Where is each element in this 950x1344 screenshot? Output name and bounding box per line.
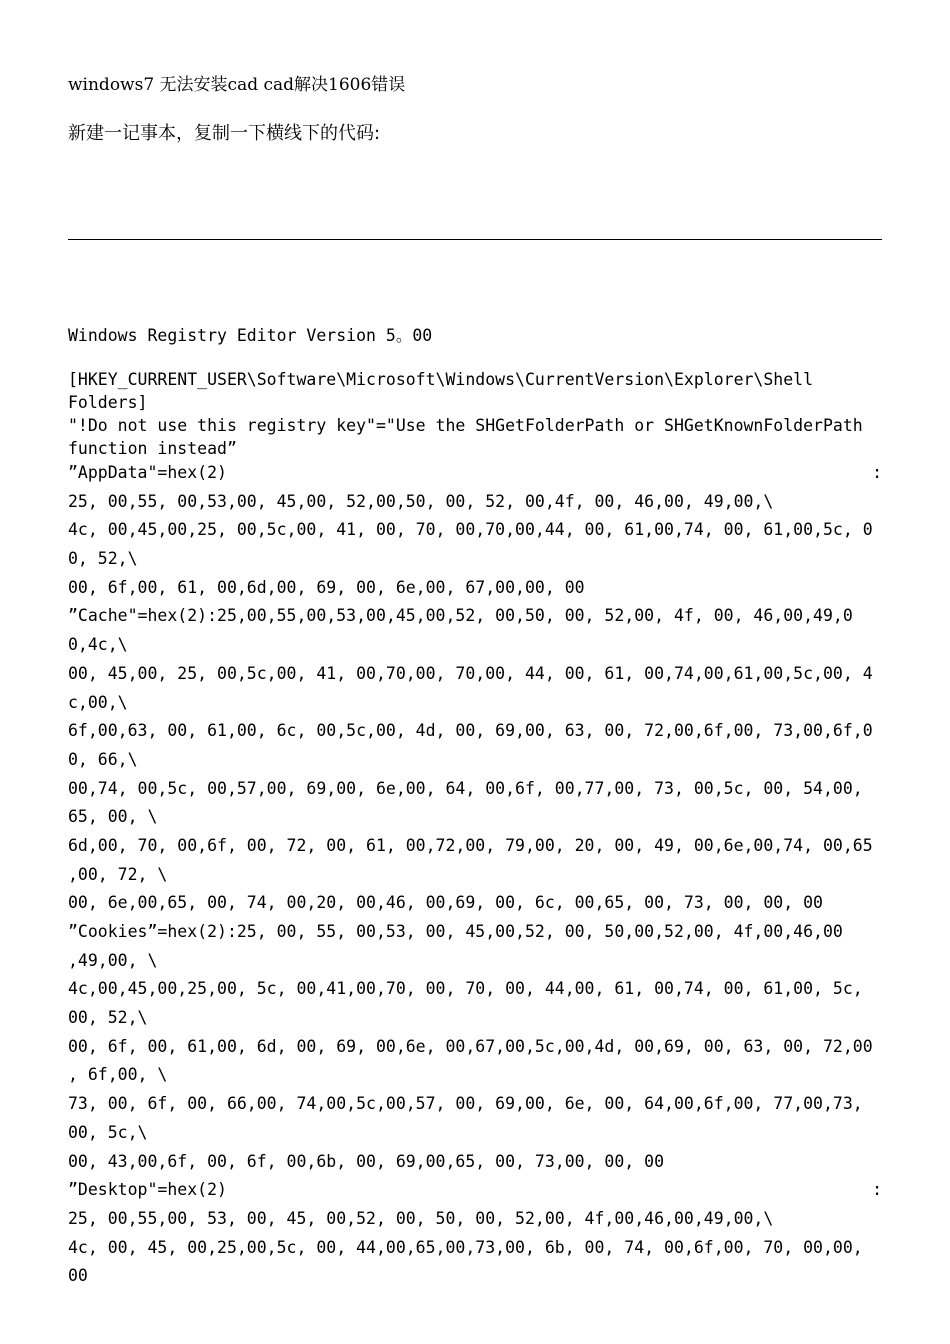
hex-line: 0, 52,\ [68,549,138,569]
hex-line: 0, 66,\ [68,749,138,769]
hex-line: 4c, 00, 45, 00,25,00,5c, 00, 44,00,65,00,73,00, 6b, 00, 74, 00,6f,00, 70, 00,00, [68,1237,863,1257]
horizontal-divider [68,239,882,240]
hex-line: 25, 00,55, 00,53,00, 45,00, 52,00,50, 00, 52, 00,4f, 00, 46,00, 49,00,\ [68,491,774,511]
registry-key-line: [HKEY_CURRENT_USER\Software\Microsoft\Windows\CurrentVersion\Explorer\Shell [68,370,814,389]
document-title: windows7 无法安装cad cad解决1606错误 [68,75,406,95]
hex-line: , 6f,00, \ [68,1065,168,1085]
hex-line: c,00,\ [68,692,128,712]
hex-line: 73, 00, 6f, 00, 66,00, 74,00,5c,00,57, 00, 69,00, 6e, 00, 64,00,6f,00, 77,00,73, [68,1094,863,1114]
hex-line: 00, 6e,00,65, 00, 74, 00,20, 00,46, 00,69, 00, 6c, 00,65, 00, 73, 00, 00, 00 [68,893,823,913]
note-line: "!Do not use this registry key"="Use the SHGetFolderPath or SHGetKnownFolderPath [68,416,863,435]
hex-line: 00,74, 00,5c, 00,57,00, 69,00, 6e,00, 64, 00,6f, 00,77,00, 73, 00,5c, 00, 54,00, [68,778,863,798]
hex-line: ,49,00, \ [68,950,158,970]
hex-line: 4c, 00,45,00,25, 00,5c,00, 41, 00, 70, 00,70,00,44, 00, 61,00,74, 00, 61,00,5c, 0 [68,520,873,540]
hex-line: 0,4c,\ [68,635,128,655]
desktop-label: ”Desktop"=hex(2) [68,1180,227,1200]
hex-line: ,00, 72, \ [68,864,168,884]
hex-line: 00 [68,1266,88,1286]
hex-data-block [68,459,882,1291]
hex-line: 4c,00,45,00,25,00, 5c, 00,41,00,70, 00, 70, 00, 44,00, 61, 00,74, 00, 61,00, 5c, [68,979,863,999]
registry-version-line: Windows Registry Editor Version 5。00 [68,326,433,345]
appdata-label: ”AppData"=hex(2) [68,463,227,482]
hex-line: 65, 00, \ [68,807,158,827]
hex-line: ”Cache"=hex(2):25,00,55,00,53,00,45,00,52, 00,50, 00, 52,00, 4f, 00, 46,00,49,0 [68,606,853,626]
appdata-colon: : [872,463,882,482]
appdata-label-line [68,459,882,488]
hex-line: 00, 6f,00, 61, 00,6d,00, 69, 00, 6e,00, 67,00,00, 00 [68,577,585,597]
registry-key-line: Folders] [68,393,148,412]
hex-line: 00, 43,00,6f, 00, 6f, 00,6b, 00, 69,00,65, 00, 73,00, 00, 00 [68,1151,665,1171]
hex-line: 6d,00, 70, 00,6f, 00, 72, 00, 61, 00,72,00, 79,00, 20, 00, 49, 00,6e,00,74, 00,65 [68,835,873,855]
hex-line: 00, 45,00, 25, 00,5c,00, 41, 00,70,00, 70,00, 44, 00, 61, 00,74,00,61,00,5c,00, 4 [68,663,873,683]
intro-text: 新建一记事本，复制一下横线下的代码: [68,123,381,144]
desktop-colon: : [872,1180,882,1200]
hex-line: 00, 52,\ [68,1008,148,1028]
hex-line: 25, 00,55,00, 53, 00, 45, 00,52, 00, 50, 00, 52,00, 4f,00,46,00,49,00,\ [68,1208,774,1228]
hex-line: 00, 5c,\ [68,1122,148,1142]
hex-line: 00, 6f, 00, 61,00, 6d, 00, 69, 00,6e, 00,67,00,5c,00,4d, 00,69, 00, 63, 00, 72,00 [68,1036,873,1056]
desktop-label-line [68,1176,882,1205]
registry-key-block [68,368,882,460]
note-line: function instead” [68,439,237,458]
hex-line: 6f,00,63, 00, 61,00, 6c, 00,5c,00, 4d, 00, 69,00, 63, 00, 72,00,6f,00, 73,00,6f,0 [68,721,873,741]
hex-line: ”Cookies”=hex(2):25, 00, 55, 00,53, 00, 45,00,52, 00, 50,00,52,00, 4f,00,46,00 [68,922,843,941]
